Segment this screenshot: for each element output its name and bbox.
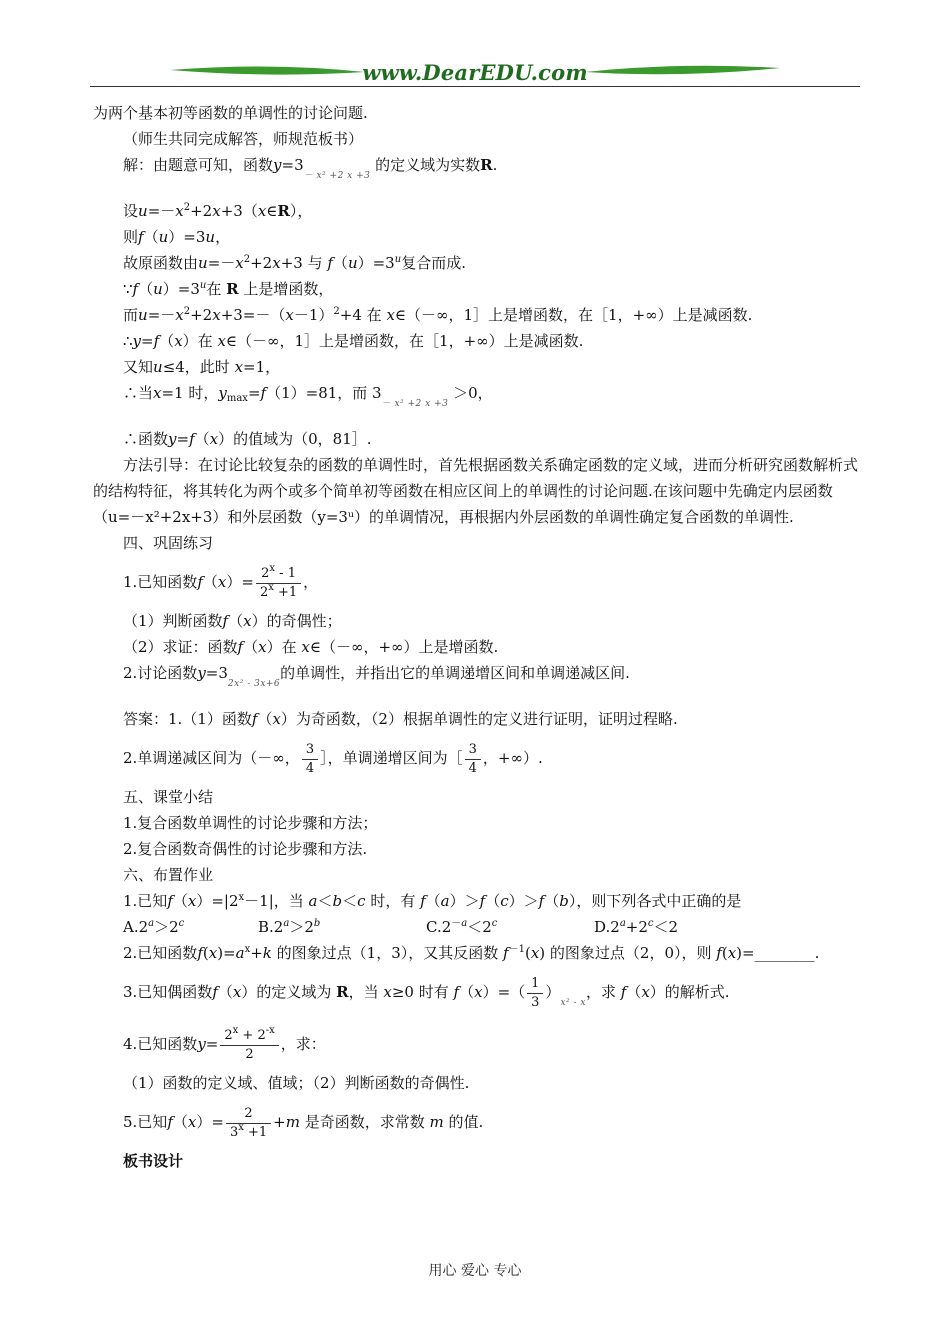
method-paragraph: 方法引导：在讨论比较复杂的函数的单调性时，首先根据函数关系确定函数的定义域，进而分析研究函数解析式的结构特征，将其转化为两个或多个简单初等函数在相应区间上的单调性的讨论问题.在该问题中先确定内层函数（u=－x²+2x+3）和外层函数（y=3ᵘ）的单调情况，再根据内外层函数的单调性确定复合函数的单调性. [93, 456, 859, 526]
text-line: 2.单调递减区间为（－∞， $\frac{3}{4}$ ］，单调递增区间为［ $\frac{3}{4}$ ，+∞）. [123, 741, 543, 776]
text-line: 设$u=-x^2+2x+3(x\in R)$， [123, 202, 313, 220]
text-line: 3.已知偶函数f（x）的定义域为 R，当 x≥0 时有 f（x）=（ $\frac{1}{3}$ ）$_{x^2 - x}$，求 f（x）的解析式. [123, 975, 730, 1010]
text-line: （1）判断函数f（x）的奇偶性； [123, 612, 342, 630]
text-line: 则f（u）=3u， [123, 228, 231, 246]
text-line: 又知u≤4，此时 x=1， [123, 358, 281, 376]
text-line: 1.已知$f(x)=|2^x-1|$，当 a＜b＜c 时，有 f（a）＞f（c）＞f（b），则下列各式中正确的是 [123, 892, 742, 910]
section-heading: 四、巩固练习 [123, 534, 214, 552]
site-logo[interactable]: www.DearEDU.com [362, 60, 588, 85]
text-line: 故原函数由$u=-x^2+2x+3$ 与 $f(u)=3^u$复合而成. [123, 254, 466, 272]
header-divider [90, 86, 860, 87]
text-line: 为两个基本初等函数的单调性的讨论问题. [93, 104, 368, 122]
text-line: 答案：1.（1）函数f（x）为奇函数，（2）根据单调性的定义进行证明，证明过程略. [123, 710, 678, 728]
text-line: 而$u=-x^2+2x+3=-(x-1)^2+4$ 在 x∈（－∞，1］上是增函数，在［1，+∞）上是减函数. [123, 306, 753, 324]
text-line: 2.讨论函数$y=3_{2x^2 - 3x+6}$的单调性，并指出它的单调递增区间和单调递减区间. [123, 664, 630, 689]
options-line: $A.2^a>2^c$ $B.2^a>2^b$ $C.2^{-a}<2^c$ $D.2^a+2^c<2$ [123, 918, 679, 936]
text-line: ∴函数y=f（x）的值域为（0，81］. [123, 430, 372, 448]
text-line: 解：由题意可知，函数$y=3_{- x^2 +2 x +3}$ 的定义域为实数R. [123, 156, 498, 181]
text-line: 5.已知f（x）= $\frac{2}{3^x +1}$ +m 是奇函数，求常数 m 的值. [123, 1105, 484, 1140]
text-line: 4.已知函数y= $\frac{2^x + 2^{-x}}{2}$ ，求： [123, 1024, 326, 1062]
text-line: 2.复合函数奇偶性的讨论步骤和方法. [123, 840, 368, 858]
section-heading: 六、布置作业 [123, 866, 214, 884]
text-line: ∴当x=1 时，$y_{max}=f(1)=81$，而 $3_{- x^2 +2 x +3} >0$， [123, 384, 493, 409]
text-line: （2）求证：函数f（x）在 x∈（－∞，+∞）上是增函数. [123, 638, 499, 656]
text-line: ∴y=f（x）在 x∈（－∞，1］上是增函数，在［1，+∞）上是减函数. [123, 332, 584, 350]
section-heading: 五、课堂小结 [123, 788, 214, 806]
document-body [93, 100, 863, 1174]
text-line: 2.已知函数$f(x)=a^x+k$ 的图象过点（1，3），又其反函数 $f^{-1}(x)$ 的图象过点（2，0），则 f(x)=________. [123, 944, 820, 962]
text-line: （1）函数的定义域、值域；（2）判断函数的奇偶性. [123, 1074, 470, 1092]
text-line: （师生共同完成解答，师规范板书） [123, 130, 364, 148]
text-line: 1.已知函数f（x）= $\frac{2^x - 1}{2^x +1}$ ， [123, 562, 319, 600]
text-line: $\because f(u)=3^u$在 R 上是增函数， [123, 280, 334, 298]
text-line: 1.复合函数单调性的讨论步骤和方法； [123, 814, 378, 832]
page-footer: 用心 爱心 专心 [428, 1263, 522, 1279]
section-heading: 板书设计 [123, 1152, 184, 1170]
